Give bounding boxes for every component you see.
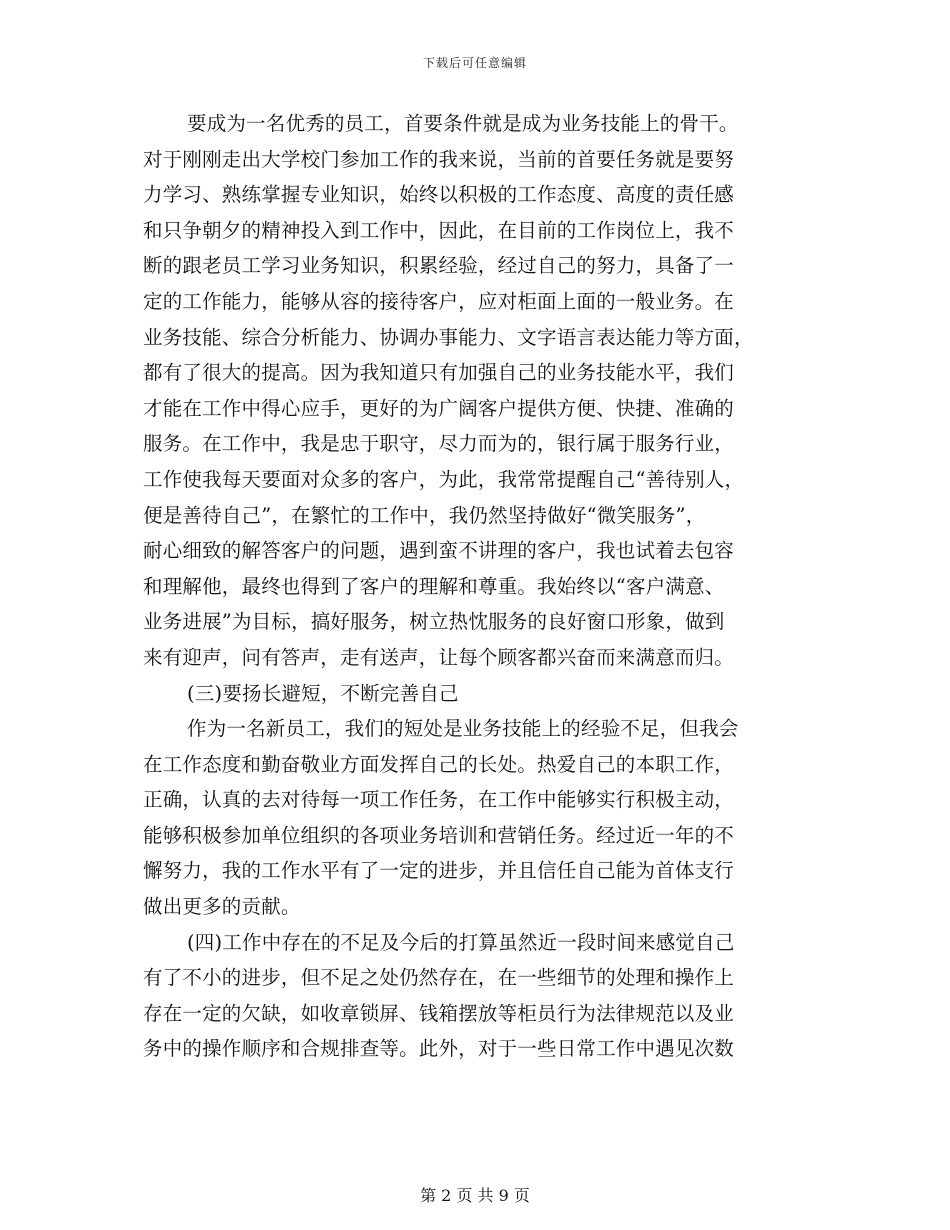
text-line: 业务进展”为目标，搞好服务，树立热忱服务的良好窗口形象，做到 <box>143 610 725 634</box>
text-line: 和理解他，最终也得到了客户的理解和尊重。我始终以“客户满意、 <box>143 574 725 598</box>
text-line: 才能在工作中得心应手，更好的为广阔客户提供方便、快捷、准确的 <box>143 396 735 420</box>
text-line: 力学习、熟练掌握专业知识，始终以积极的工作态度、高度的责任感 <box>143 183 735 207</box>
section-heading: (四)工作中存在的不足及今后的打算虽然近一段时间来感觉自己 <box>187 930 735 954</box>
text-line: 有了不小的进步，但不足之处仍然存在，在一些细节的处理和操作上 <box>143 966 735 990</box>
page-number: 第 2 页 共 9 页 <box>420 1186 530 1205</box>
text-line: 存在一定的欠缺，如收章锁屏、钱箱摆放等柜员行为法律规范以及业 <box>143 1001 735 1025</box>
text-line: 懈努力，我的工作水平有了一定的进步，并且信任自己能为首体支行 <box>143 859 735 883</box>
text-line: 都有了很大的提高。因为我知道只有加强自己的业务技能水平，我们 <box>143 361 735 385</box>
document-body <box>143 106 803 1067</box>
text-line: 能够积极参加单位组织的各项业务培训和营销任务。经过近一年的不 <box>143 823 735 847</box>
text-line: 断的跟老员工学习业务知识，积累经验，经过自己的努力，具备了一 <box>143 254 735 278</box>
text-line: 作为一名新员工，我们的短处是业务技能上的经验不足，但我会 <box>187 717 739 741</box>
text-line: 做出更多的贡献。 <box>143 895 301 919</box>
text-line: 业务技能、综合分析能力、协调办事能力、文字语言表达能力等方面， <box>143 325 754 349</box>
section-heading: (三)要扬长避短，不断完善自己 <box>187 681 459 705</box>
text-line: 耐心细致的解答客户的问题，遇到蛮不讲理的客户，我也试着去包容 <box>143 539 735 563</box>
text-line: 对于刚刚走出大学校门参加工作的我来说，当前的首要任务就是要努 <box>143 147 735 171</box>
page-header: 下载后可任意编辑 <box>422 56 527 70</box>
text-line: 在工作态度和勤奋敬业方面发挥自己的长处。热爱自己的本职工作， <box>143 752 735 776</box>
text-line: 和只争朝夕的精神投入到工作中，因此，在目前的工作岗位上，我不 <box>143 218 735 242</box>
text-line: 服务。在工作中，我是忠于职守，尽力而为的，银行属于服务行业， <box>143 432 735 456</box>
text-line: 工作使我每天要面对众多的客户，为此，我常常提醒自己“善待别人， <box>143 467 745 491</box>
text-line: 务中的操作顺序和合规排查等。此外，对于一些日常工作中遇见次数 <box>143 1037 735 1061</box>
text-line: 要成为一名优秀的员工，首要条件就是成为业务技能上的骨干。 <box>187 112 739 135</box>
text-line: 便是善待自己”，在繁忙的工作中，我仍然坚持做好“微笑服务”， <box>143 503 706 527</box>
text-line: 来有迎声，问有答声，走有送声，让每个顾客都兴奋而来满意而归。 <box>143 645 735 669</box>
text-line: 正确，认真的去对待每一项工作任务，在工作中能够实行积极主动， <box>143 788 735 812</box>
text-line: 定的工作能力，能够从容的接待客户，应对柜面上面的一般业务。在 <box>143 289 735 313</box>
